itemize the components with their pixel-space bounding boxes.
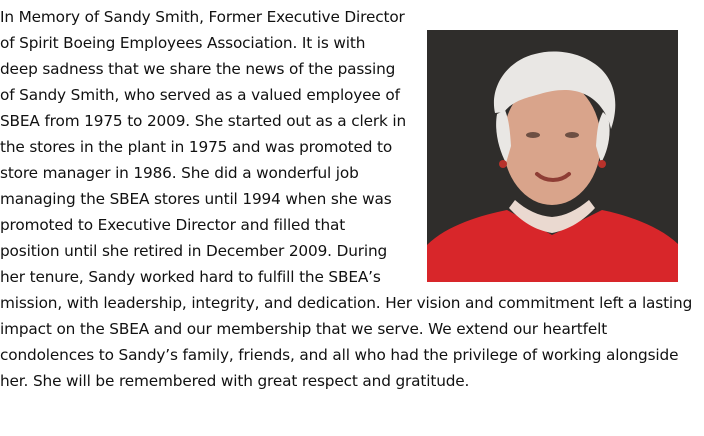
article-line-15: her. She will be remembered with great respect and gratitude.: [0, 372, 470, 390]
article-line-7: store manager in 1986. She did a wonderful job: [0, 164, 359, 182]
portrait-photo: [427, 30, 678, 282]
portrait-photo-icon: [427, 30, 678, 282]
article-line-4: of Sandy Smith, who served as a valued employee of: [0, 86, 400, 104]
article-line-12: mission, with leadership, integrity, and dedication. Her vision and commitment left a lasting: [0, 294, 693, 312]
article-line-11: her tenure, Sandy worked hard to fulfill the SBEA’s: [0, 268, 381, 286]
article-line-2: of Spirit Boeing Employees Association. It is with: [0, 34, 366, 52]
article-line-14: condolences to Sandy’s family, friends, and all who had the privilege of working alongside: [0, 346, 679, 364]
article-line-6: the stores in the plant in 1975 and was promoted to: [0, 138, 393, 156]
article-line-9: promoted to Executive Director and filled that: [0, 216, 346, 234]
article-line-5: SBEA from 1975 to 2009. She started out as a clerk in: [0, 112, 407, 130]
article-line-1: In Memory of Sandy Smith, Former Executive Director: [0, 8, 405, 26]
article-line-8: managing the SBEA stores until 1994 when she was: [0, 190, 392, 208]
article-line-10: position until she retired in December 2009. During: [0, 242, 388, 260]
article-line-3: deep sadness that we share the news of the passing: [0, 60, 396, 78]
article-line-13: impact on the SBEA and our membership that we serve. We extend our heartfelt: [0, 320, 608, 338]
